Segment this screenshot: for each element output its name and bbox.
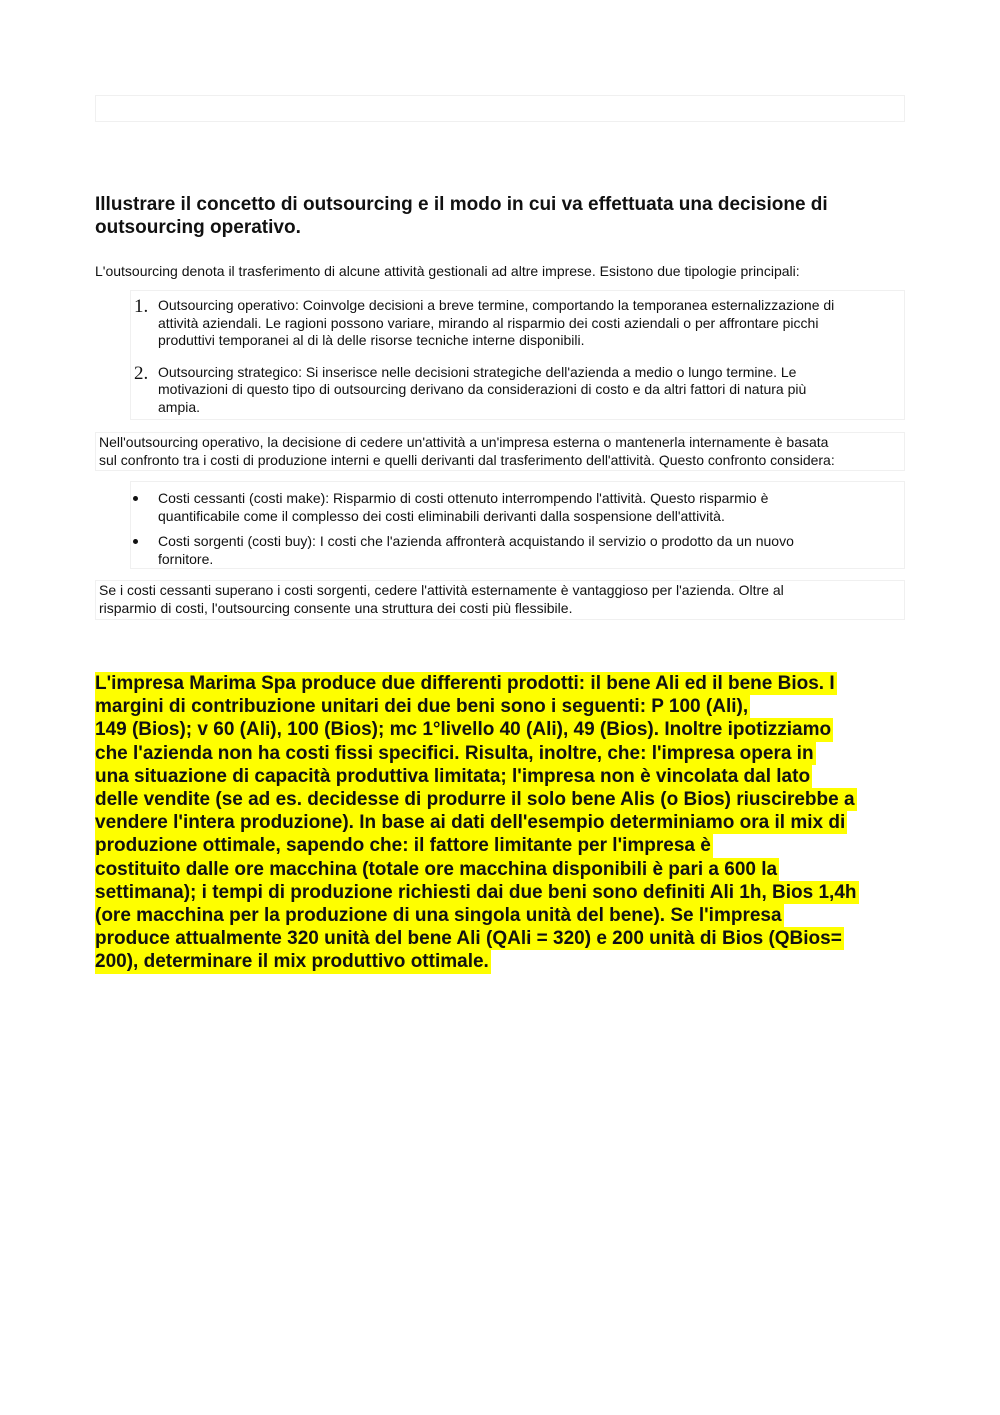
bullet-icon: [133, 496, 138, 501]
paragraph-line: Nell'outsourcing operativo, la decisione di cedere un'attività a un'impresa esterna o mantenerla internamente è basata: [99, 434, 829, 450]
list-item-line: Costi sorgenti (costi buy): I costi che l'azienda affronterà acquistando il servizio o prodotto da un nuovo: [158, 533, 794, 549]
list-item-line: ampia.: [158, 398, 201, 415]
highlighted-line: (ore macchina per la produzione di una singola unità del bene). Se l'impresa: [95, 905, 782, 927]
highlighted-line: vendere l'intera produzione). In base ai dati dell'esempio determiniamo ora il mix di: [95, 812, 846, 834]
paragraph-line: risparmio di costi, l'outsourcing consente una struttura dei costi più flessibile.: [99, 599, 573, 616]
list-item-line: quantificabile come il complesso dei costi eliminabili derivanti dalla sospensione dell'attività.: [158, 507, 725, 524]
list-item: [131, 364, 904, 417]
highlighted-line: 200), determinare il mix produttivo ottimale.: [95, 951, 489, 973]
paragraph-make-or-buy: [95, 432, 905, 471]
list-item-line: Outsourcing strategico: Si inserisce nelle decisioni strategiche dell'azienda a medio o lungo termine. Le: [158, 363, 797, 380]
list-item: [131, 297, 904, 350]
title-line: outsourcing operativo.: [95, 217, 301, 238]
ordered-list: [130, 290, 905, 420]
highlighted-line: settimana); i tempi di produzione richiesti dai due beni sono definiti Ali 1h, Bios 1,4h: [95, 881, 857, 903]
list-item-line: fornitore.: [158, 550, 214, 567]
paragraph-line: sul confronto tra i costi di produzione interni e quelli derivanti dal trasferimento dell'attività. Questo confronto considera:: [99, 451, 835, 468]
list-item-line: attività aziendali. Le ragioni possono variare, mirando al risparmio dei costi aziendali o per affrontare picchi: [158, 314, 819, 331]
paragraph-line: Se i costi cessanti superano i costi sorgenti, cedere l'attività esternamente è vantaggioso per l'azienda. Oltre al: [99, 582, 784, 598]
title-line: Illustrare il concetto di outsourcing e il modo in cui va effettuata una decisione di: [95, 194, 828, 215]
question-title: [95, 193, 915, 239]
list-number: 2.: [134, 362, 149, 384]
highlighted-line: che l'azienda non ha costi fissi specifici. Risulta, inoltre, che: l'impresa opera in: [95, 742, 814, 764]
highlighted-line: delle vendite (se ad es. decidesse di produrre il solo bene Alis (o Bios) riuscirebbe a: [95, 789, 855, 811]
highlighted-line: produzione ottimale, sapendo che: il fattore limitante per l'impresa è: [95, 835, 711, 857]
list-item: [131, 533, 904, 568]
highlighted-exercise: [95, 672, 859, 974]
highlighted-line: margini di contribuzione unitari dei due beni sono i seguenti: P 100 (Ali),: [95, 696, 749, 718]
list-item-line: Costi cessanti (costi make): Risparmio di costi ottenuto interrompendo l'attività. Questo risparmio è: [158, 490, 769, 506]
list-item-line: Outsourcing operativo: Coinvolge decisioni a breve termine, comportando la temporanea esternalizzazione di: [158, 297, 835, 313]
intro-text: L'outsourcing denota il trasferimento di alcune attività gestionali ad altre imprese. Esistono due tipologie principali:: [95, 263, 800, 279]
highlighted-line: produce attualmente 320 unità del bene Ali (QAli = 320) e 200 unità di Bios (QBios=: [95, 928, 842, 950]
highlighted-line: L'impresa Marima Spa produce due differenti prodotti: il bene Ali ed il bene Bios. I: [95, 673, 835, 694]
paragraph-conclusion: [95, 580, 905, 620]
bullet-list: [130, 481, 905, 569]
bullet-icon: [133, 539, 138, 544]
list-number: 1.: [134, 296, 149, 317]
list-item-line: produttivi temporanei al di là delle risorse tecniche interne disponibili.: [158, 332, 585, 348]
highlighted-line: 149 (Bios); v 60 (Ali), 100 (Bios); mc 1°livello 40 (Ali), 49 (Bios). Inoltre ipotizziamo: [95, 719, 832, 741]
header-box: [95, 95, 905, 122]
list-item: [131, 490, 904, 525]
list-item-line: motivazioni di questo tipo di outsourcing derivano da considerazioni di costo e da altri fattori di natura più: [158, 381, 807, 397]
highlighted-line: una situazione di capacità produttiva limitata; l'impresa non è vincolata dal lato: [95, 765, 811, 787]
highlighted-line: costituito dalle ore macchina (totale ore macchina disponibili è pari a 600 la: [95, 858, 778, 880]
